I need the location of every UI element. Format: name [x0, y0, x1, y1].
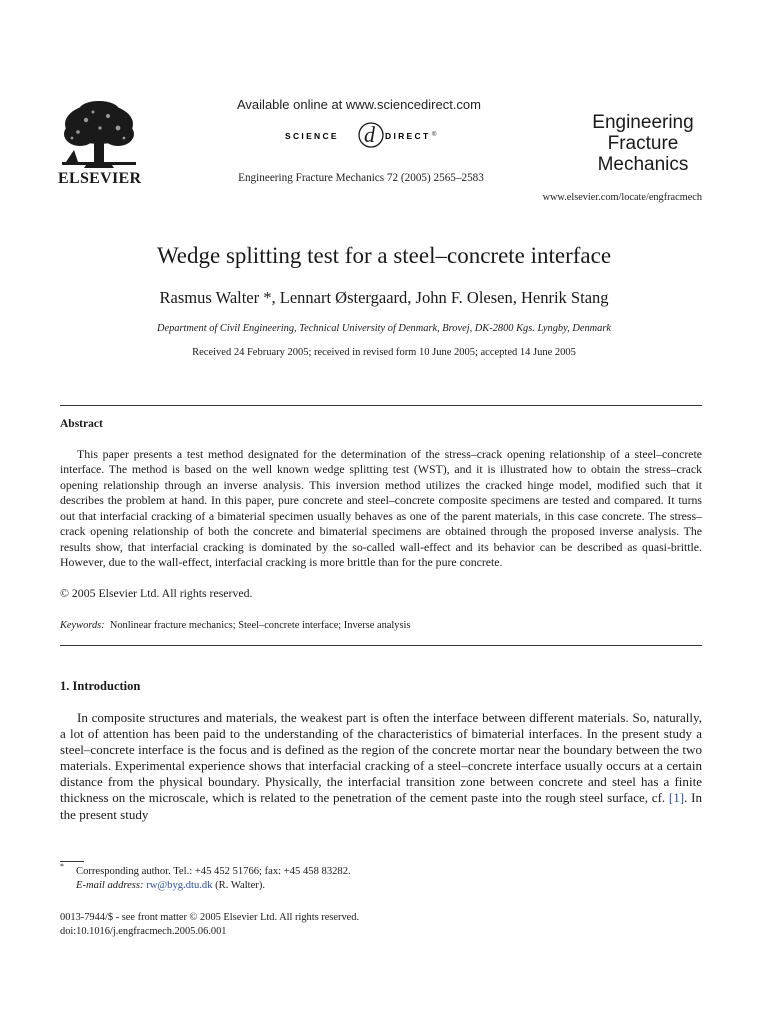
keywords-label: Keywords:	[60, 620, 105, 631]
introduction-paragraph	[60, 710, 702, 823]
email-label: E-mail address:	[76, 879, 144, 891]
article-dates: Received 24 February 2005; received in revised form 10 June 2005; accepted 14 June 2005	[192, 347, 576, 358]
front-matter	[60, 911, 359, 939]
article-authors: Rasmus Walter *, Lennart Østergaard, John F. Olesen, Henrik Stang	[159, 288, 609, 307]
svg-text:d: d	[364, 122, 375, 147]
divider-top	[60, 405, 702, 406]
footnote	[60, 862, 702, 893]
introduction-text: In composite structures and materials, the weakest part is often the interface between different materials. So, naturally, a lot of attention has been paid to the understanding of the characteristics of bimaterial interfaces. In the present study a steel–concrete interface is the focus and is defined as the region of the concrete mortar near the boundary between the two materials. Experimental experience shows that interfacial cracking of a steel–concrete interface usually occurs at a certain distance from the physical boundary. Physically, the interfacial transition zone between concrete and steel has a finite thickness on the microscale, which is related to the penetration of the cement paste into the rough steel surface, cf.	[60, 710, 702, 806]
issn-line: 0013-7944/$ - see front matter © 2005 Elsevier Ltd. All rights reserved.	[60, 912, 360, 923]
sciencedirect-right-text: DIRECT	[385, 131, 431, 141]
journal-citation: Engineering Fracture Mechanics 72 (2005) 2565–2583	[238, 172, 484, 184]
doi-line: doi:10.1016/j.engfracmech.2005.06.001	[60, 926, 227, 937]
journal-name-line-1: Engineering	[592, 112, 694, 133]
footnote-corresponding: * Corresponding author. Tel.: +45 452 51766; fax: +45 458 83282.	[60, 862, 351, 877]
abstract-heading: Abstract	[60, 418, 103, 430]
abstract-text: This paper presents a test method designated for the determination of the stress–crack opening relationship of a steel–concrete interface. The method is based on the well known wedge splitting test (WST), and it is illustrated how to obtain the stress–crack opening relationship through an inverse analysis. This inversion method utilizes the cracked hinge model, modified such that it describes the problem at hand. In this paper, pure concrete and steel–concrete composite specimens are tested and compared. It turns out that interfacial cracking of a bimaterial specimen usually behaves as one of the parent materials, in this case concrete. The stress–crack opening relationship of both the concrete and bimaterial specimens are obtained through the proposed inverse analysis. The results show, that interfacial cracking is dominated by the so-called wall-effect and its behavior can be described as quasi-brittle. However, due to the wall-effect, interfacial cracking is more brittle than for the pure concrete.	[60, 447, 702, 570]
publisher-name: ELSEVIER	[58, 170, 142, 187]
introduction-body	[60, 710, 702, 823]
keywords	[60, 620, 410, 631]
introduction-text-end: . In the present study	[60, 790, 702, 822]
abstract-body	[60, 447, 702, 571]
footnote-corresponding-text: Corresponding author. Tel.: +45 452 51766; fax: +45 458 83282.	[76, 866, 351, 877]
citation-link[interactable]: [1]	[668, 790, 685, 806]
email-owner: (R. Walter).	[215, 879, 266, 891]
article-title: Wedge splitting test for a steel–concrete interface	[156, 243, 612, 268]
sciencedirect-left-text: SCIENCE	[285, 131, 339, 141]
author-affiliation: Department of Civil Engineering, Technical University of Denmark, Brovej, DK-2800 Kgs. Lyngby, Denmark	[156, 323, 612, 334]
journal-name-line-3: Mechanics	[597, 154, 689, 175]
available-online-text: Available online at www.sciencedirect.com	[237, 97, 481, 112]
svg-text:®: ®	[432, 132, 437, 138]
footnote-email	[60, 879, 702, 893]
abstract-copyright: © 2005 Elsevier Ltd. All rights reserved.	[60, 586, 253, 600]
email-link[interactable]: rw@byg.dtu.dk	[146, 879, 213, 891]
journal-name	[578, 112, 708, 175]
keywords-text: Nonlinear fracture mechanics; Steel–concrete interface; Inverse analysis	[109, 620, 411, 631]
journal-name-line-2: Fracture	[607, 133, 679, 154]
divider-bottom	[60, 645, 702, 646]
section-heading-introduction: 1. Introduction	[60, 679, 141, 693]
journal-url-link[interactable]: www.elsevier.com/locate/engfracmech	[542, 192, 702, 203]
sciencedirect-logo	[284, 118, 440, 154]
